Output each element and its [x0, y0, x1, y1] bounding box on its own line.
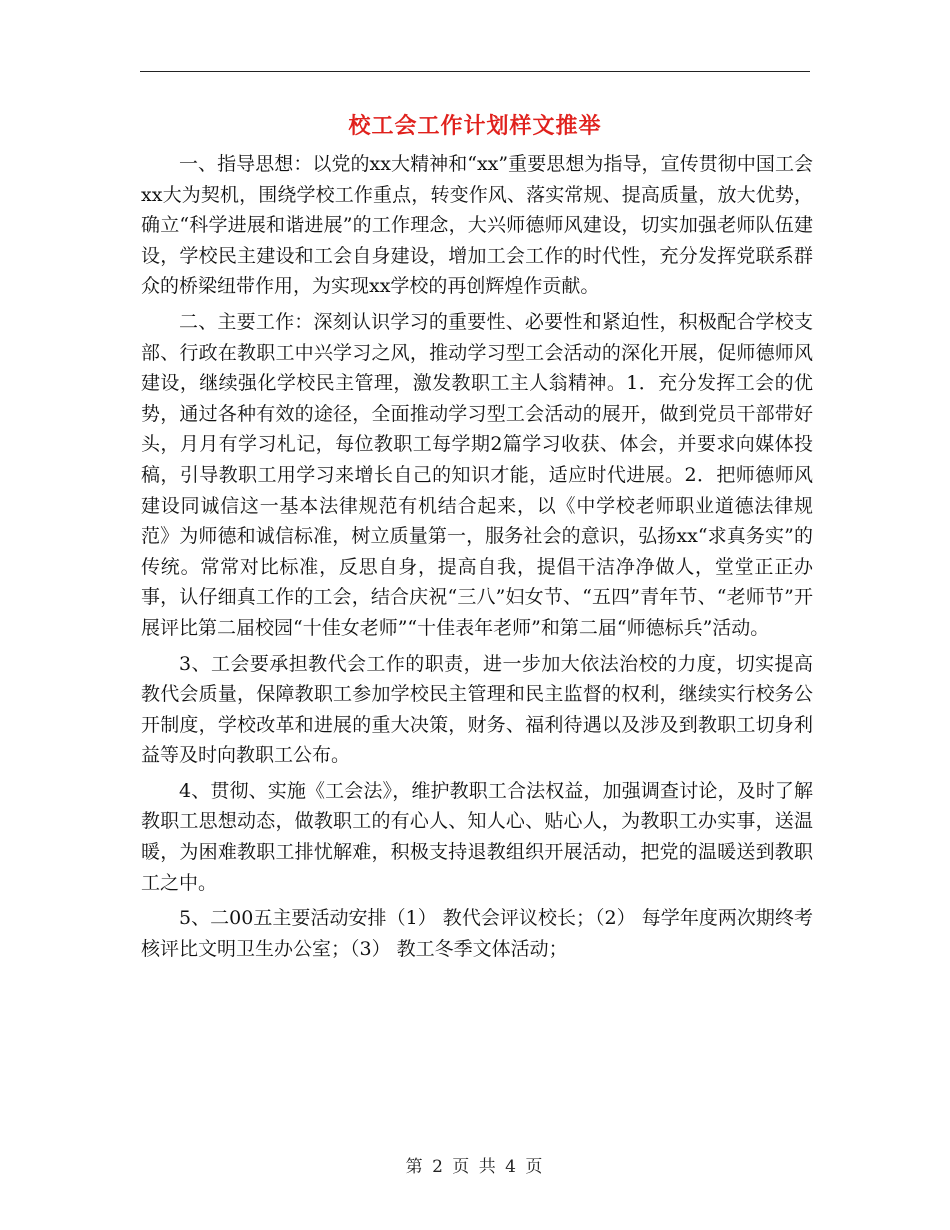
document-title: 校工会工作计划样文推举 [348, 113, 602, 139]
page-number-footer: 第 2 页 共 4 页 [405, 1157, 545, 1177]
paragraph-item-5: 5、二00五主要活动安排（1） 教代会评议校长；（2） 每学年度两次期终考核评比文明卫生办公室；（3） 教工冬季文体活动； [141, 907, 813, 960]
paragraph-item-3: 3、工会要承担教代会工作的职责，进一步加大依法治校的力度，切实提高教代会质量，保障教职工参加学校民主管理和民主监督的权利，继续实行校务公开制度，学校改革和进展的重大决策，财务、福利待遇以及涉及到教职工切身利益等及时向教职工公布。 [141, 652, 813, 767]
paragraph-item-4: 4、贯彻、实施《工会法》，维护教职工合法权益，加强调查讨论，及时了解教职工思想动态，做教职工的有心人、知人心、贴心人，为教职工办实事，送温暖，为困难教职工排忧解难，积极支持退教组织开展活动，把党的温暖送到教职工之中。 [141, 779, 813, 894]
header-rule [140, 71, 810, 72]
paragraph-main-work: 二、主要工作：深刻认识学习的重要性、必要性和紧迫性，积极配合学校支部、行政在教职工中兴学习之风，推动学习型工会活动的深化开展，促师德师风建设，继续强化学校民主管理，激发教职工主人翁精神。1．充分发挥工会的优势，通过各种有效的途径，全面推动学习型工会活动的展开，做到党员干部带好头，月月有学习札记，每位教职工每学期2篇学习收获、体会，并要求向媒体投稿，引导教职工用学习来增长自己的知识才能，适应时代进展。2．把师德师风建设同诚信这一基本法律规范有机结合起来，以《中学校老师职业道德法律规范》为师德和诚信标准，树立质量第一，服务社会的意识，弘扬xx“求真务实”的传统。常常对比标准，反思自身，提高自我，提倡干洁净净做人，堂堂正正办事，认仔细真工作的工会，结合庆祝“三八”妇女节、“五四”青年节、“老师节”开展评比第二届校园“十佳女老师”“十佳表年老师”和第二届“师德标兵”活动。 [141, 310, 813, 639]
document-body [141, 149, 813, 969]
paragraph-guiding-ideology: 一、指导思想：以党的xx大精神和“xx”重要思想为指导，宣传贯彻中国工会xx大为契机，围绕学校工作重点，转变作风、落实常规、提高质量，放大优势，确立“科学进展和谐进展”的工作理念，大兴师德师风建设，切实加强老师队伍建设，学校民主建设和工会自身建设，增加工会工作的时代性，充分发挥党联系群众的桥梁纽带作用，为实现xx学校的再创辉煌作贡献。 [141, 153, 813, 298]
